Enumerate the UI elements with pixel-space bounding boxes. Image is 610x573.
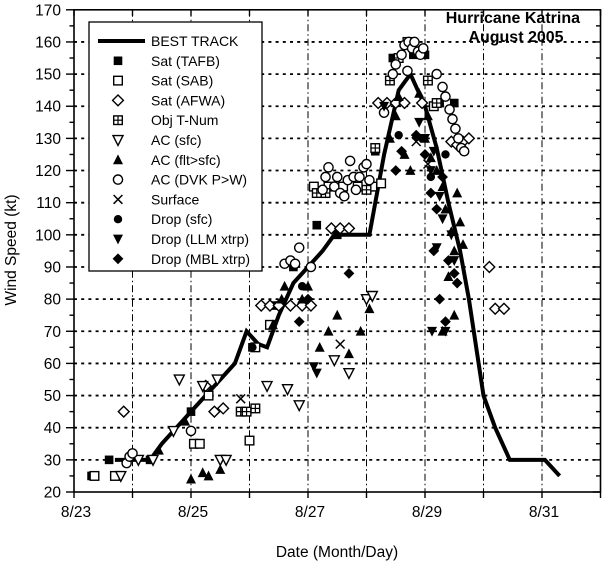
x-tick-label: 8/29	[411, 504, 443, 521]
marker-ac-dvk-p-w	[391, 60, 400, 69]
marker-sat-tafb	[187, 407, 196, 416]
marker-ac-dvk-p-w	[454, 134, 463, 143]
marker-ac-dvk-p-w	[460, 147, 469, 156]
marker-sat-afwa	[344, 223, 355, 234]
legend-label: AC (flt>sfc)	[151, 151, 221, 168]
marker-ac-sfc	[283, 385, 293, 395]
legend-square-filled-icon	[114, 57, 123, 66]
marker-ac-dvk-p-w	[410, 37, 419, 46]
y-axis-title: Wind Speed (kt)	[3, 194, 20, 306]
marker-sat-tafb	[312, 221, 321, 230]
marker-ac-dvk-p-w	[445, 105, 454, 114]
marker-ac-dvk-p-w	[324, 163, 333, 172]
marker-ac-dvk-p-w	[362, 160, 371, 169]
marker-ac-flt-sfc	[452, 188, 462, 198]
marker-ac-flt-sfc	[186, 474, 196, 484]
marker-drop-mbl-xtrp	[434, 294, 445, 305]
marker-drop-llm-xtrp	[438, 214, 448, 224]
x-tick-label: 8/23	[60, 504, 92, 521]
legend-circle-open-icon	[113, 175, 122, 184]
chart-subtitle: August 2005	[468, 29, 564, 46]
marker-sat-tafb	[105, 456, 114, 465]
marker-ac-dvk-p-w	[128, 449, 137, 458]
marker-ac-dvk-p-w	[351, 185, 360, 194]
legend-label: BEST TRACK	[151, 33, 239, 49]
marker-ac-dvk-p-w	[306, 262, 315, 271]
marker-ac-dvk-p-w	[318, 185, 327, 194]
x-tick-label: 8/27	[294, 504, 326, 521]
marker-ac-dvk-p-w	[432, 69, 441, 78]
marker-ac-flt-sfc	[215, 464, 225, 474]
marker-ac-dvk-p-w	[397, 50, 406, 59]
marker-ac-sfc	[344, 369, 354, 379]
x-tick-label: 8/25	[177, 504, 209, 521]
marker-ac-dvk-p-w	[403, 66, 412, 75]
marker-ac-sfc	[262, 382, 272, 392]
legend-label: Sat (SAB)	[151, 72, 214, 89]
marker-drop-sfc	[394, 131, 402, 139]
legend-label: AC (sfc)	[151, 132, 202, 148]
marker-drop-llm-xtrp	[312, 369, 322, 379]
marker-drop-mbl-xtrp	[294, 316, 305, 327]
y-tick-label: 160	[35, 34, 61, 52]
marker-sat-sab	[195, 439, 204, 448]
marker-ac-dvk-p-w	[340, 192, 349, 201]
marker-sat-sab	[245, 436, 254, 445]
marker-ac-dvk-p-w	[365, 176, 374, 185]
marker-ac-flt-sfc	[315, 342, 325, 352]
marker-sat-sab	[377, 179, 386, 188]
marker-ac-dvk-p-w	[355, 172, 364, 181]
marker-ac-flt-sfc	[280, 281, 290, 291]
chart-title: Hurricane Katrina	[445, 10, 580, 27]
marker-sat-afwa	[118, 406, 129, 417]
y-tick-label: 120	[35, 163, 61, 181]
y-tick-label: 60	[43, 355, 61, 373]
marker-drop-mbl-xtrp	[390, 165, 401, 176]
marker-ac-dvk-p-w	[441, 92, 450, 101]
legend-label: Obj T-Num	[151, 112, 219, 129]
y-tick-label: 170	[35, 2, 61, 20]
legend-label: Surface	[151, 191, 200, 208]
marker-sat-sab	[204, 391, 213, 400]
marker-ac-dvk-p-w	[451, 124, 460, 133]
y-tick-label: 150	[35, 66, 61, 84]
marker-drop-mbl-xtrp	[452, 278, 463, 289]
marker-ac-sfc	[329, 356, 339, 366]
marker-drop-sfc	[441, 150, 449, 158]
marker-ac-dvk-p-w	[295, 243, 304, 252]
y-tick-label: 140	[35, 98, 61, 116]
legend-label: Sat (AFWA)	[151, 92, 226, 109]
y-tick-label: 110	[36, 195, 61, 213]
y-tick-label: 80	[43, 291, 61, 309]
marker-ac-sfc	[294, 401, 304, 411]
marker-ac-dvk-p-w	[333, 172, 342, 181]
marker-drop-mbl-xtrp	[440, 316, 451, 327]
y-tick-label: 50	[43, 388, 61, 406]
legend-label: Drop (LLM xtrp)	[151, 231, 250, 247]
legend-label: AC (DVK P>W)	[151, 171, 248, 188]
y-tick-label: 130	[35, 130, 61, 148]
marker-ac-dvk-p-w	[346, 156, 355, 165]
marker-ac-flt-sfc	[323, 326, 333, 336]
marker-drop-mbl-xtrp	[431, 204, 442, 215]
legend-square-open-icon	[114, 76, 123, 85]
y-tick-label: 20	[43, 484, 61, 502]
marker-ac-flt-sfc	[449, 310, 459, 320]
legend-circle-filled-icon	[114, 215, 122, 223]
legend-label: Drop (sfc)	[151, 211, 213, 228]
marker-ac-dvk-p-w	[438, 82, 447, 91]
marker-sat-sab	[90, 472, 99, 481]
y-tick-label: 40	[43, 420, 61, 438]
x-axis-title: Date (Month/Day)	[275, 544, 399, 561]
marker-drop-mbl-xtrp	[344, 268, 355, 279]
y-tick-label: 100	[35, 227, 61, 245]
marker-ac-dvk-p-w	[186, 426, 195, 435]
marker-drop-sfc	[248, 343, 256, 351]
marker-ac-flt-sfc	[423, 110, 433, 120]
marker-sat-afwa	[484, 262, 495, 273]
marker-ac-flt-sfc	[455, 217, 465, 227]
marker-ac-flt-sfc	[394, 91, 404, 101]
y-tick-label: 90	[43, 259, 61, 277]
marker-ac-dvk-p-w	[419, 44, 428, 53]
marker-ac-flt-sfc	[332, 310, 342, 320]
marker-ac-dvk-p-w	[448, 114, 457, 123]
y-tick-label: 70	[43, 323, 61, 341]
y-tick-label: 30	[43, 452, 61, 470]
marker-ac-flt-sfc	[344, 348, 354, 358]
marker-ac-dvk-p-w	[388, 69, 397, 78]
marker-drop-mbl-xtrp	[425, 188, 436, 199]
marker-ac-dvk-p-w	[291, 259, 300, 268]
marker-drop-llm-xtrp	[414, 118, 424, 128]
marker-ac-dvk-p-w	[321, 172, 330, 181]
marker-drop-llm-xtrp	[435, 192, 445, 202]
legend-label: Sat (TAFB)	[151, 52, 220, 69]
legend	[89, 22, 262, 271]
marker-sat-afwa	[499, 303, 510, 314]
legend-label: Drop (MBL xtrp)	[151, 250, 251, 267]
x-tick-label: 8/31	[528, 504, 560, 521]
marker-ac-sfc	[174, 375, 184, 385]
marker-drop-sfc	[298, 282, 306, 290]
